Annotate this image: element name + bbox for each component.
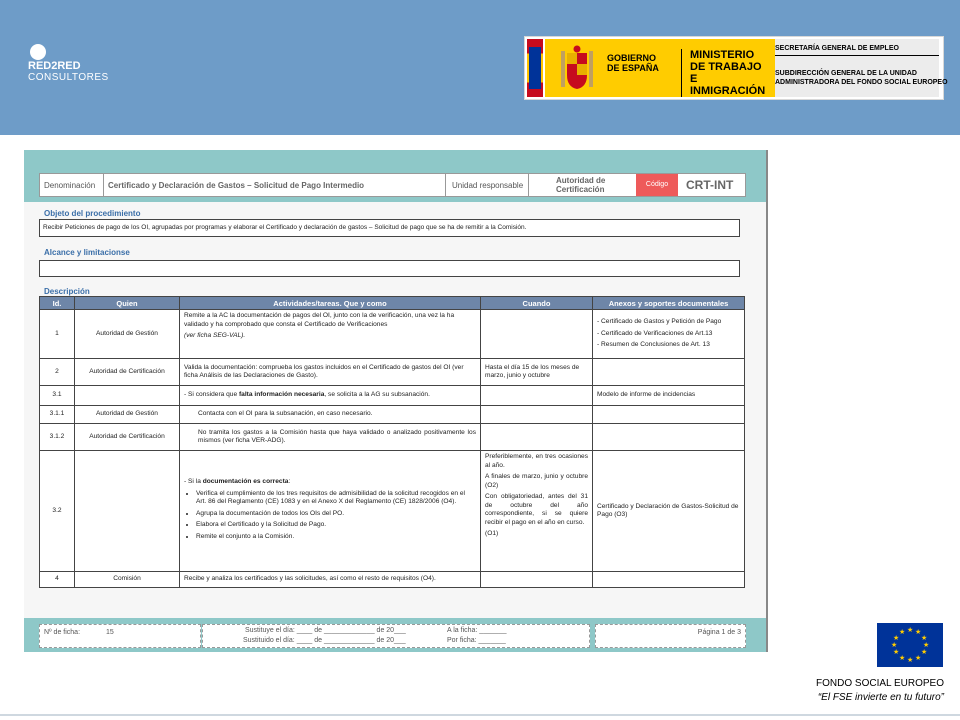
procedure-table	[39, 296, 745, 588]
ficha-label: Nº de ficha:	[44, 629, 81, 636]
government-logo	[524, 36, 948, 100]
row-id: 4	[40, 572, 75, 588]
subdireccion-text: SUBDIRECCIÓN GENERAL DE LA UNIDAD ADMINISTRADORA DEL FONDO SOCIAL EUROPEO	[775, 70, 948, 86]
eu-flag-icon: ★ ★ ★ ★ ★ ★ ★ ★ ★ ★ ★ ★	[877, 623, 943, 667]
coat-of-arms-icon	[557, 45, 597, 93]
procedure-document	[24, 150, 768, 652]
row-anexos	[593, 572, 745, 588]
table-row	[40, 310, 745, 359]
row-id: 3.1.2	[40, 424, 75, 451]
row-quien: Autoridad de Gestión	[75, 406, 180, 424]
row-actividad: - Si la documentación es correcta: • Verifica el cumplimiento de los tres requisitos de admisibilidad de la solicitud recogidos en el Art. 86 del Reglamento (CE) 1083 y en el Anexo X del Reglamento (CE) 1828/2006 (O4). • Agrupa la documentación de todos los OIs del PO. • Elabora el Certificado y la Solicitud de Pago. • Remite el conjunto a la Comisión.	[180, 451, 481, 572]
row-quien: Autoridad de Certificación	[75, 424, 180, 451]
row-anexos	[593, 406, 745, 424]
row-quien: Comisión	[75, 572, 180, 588]
speech-bubble-icon	[30, 44, 46, 60]
row-cuando	[481, 310, 593, 359]
table-row	[40, 451, 745, 572]
row-cuando	[481, 572, 593, 588]
unidad-value-1: Autoridad de	[556, 176, 606, 185]
descripcion-title: Descripción	[44, 287, 90, 296]
spain-flag-icon	[527, 39, 543, 97]
document-header	[39, 173, 746, 197]
objeto-title: Objeto del procedimiento	[44, 209, 141, 218]
row-cuando	[481, 406, 593, 424]
pagina-text: Página 1 de 3	[697, 629, 741, 636]
bottom-divider	[0, 714, 960, 716]
row-id: 2	[40, 359, 75, 386]
row-anexos: Certificado y Declaración de Gastos-Solicitud de Pago (O3)	[593, 451, 745, 572]
ficha-value: 15	[106, 629, 114, 636]
row-actividad: Valida la documentación: comprueba los gastos incluidos en el Certificado de gastos del OI (ver ficha Análisis de las Declaraciones de Gasto).	[180, 359, 481, 386]
row-cuando	[481, 386, 593, 406]
sustitucion-box	[202, 624, 590, 648]
top-banner	[0, 0, 960, 135]
fse-name: FONDO SOCIAL EUROPEO	[816, 678, 944, 689]
table-row	[40, 359, 745, 386]
row-quien	[75, 451, 180, 572]
codigo-label: Código	[636, 174, 678, 196]
logo-line2: CONSULTORES	[28, 72, 109, 83]
row-actividad: Remite a la AC la documentación de pagos del OI, junto con la de verificación, una vez la ha validado y ha comprobado que consta el Certificado de Verificaciones (ver ficha SEG-VAL).	[180, 310, 481, 359]
codigo-value: CRT-INT	[686, 178, 734, 192]
col-id: Id.	[40, 297, 75, 310]
row-anexos	[593, 424, 745, 451]
row-actividad: Recibe y analiza los certificados y las solicitudes, así como el resto de requisitos (O4).	[180, 572, 481, 588]
denominacion-label: Denominación	[44, 181, 96, 190]
denominacion-value: Certificado y Declaración de Gastos – Solicitud de Pago Intermedio	[108, 181, 365, 190]
row-cuando: Preferiblemente, en tres ocasiones al año. A finales de marzo, junio y octubre (O2) Con obligatoriedad, antes del 31 de octubre del año correspondiente, si se quiere recibir el pago en el año en curso. (O1)	[481, 451, 593, 572]
table-row	[40, 572, 745, 588]
row-quien: Autoridad de Certificación	[75, 359, 180, 386]
row-id: 1	[40, 310, 75, 359]
secretaria-text: SECRETARÍA GENERAL DE EMPLEO	[775, 45, 939, 56]
fse-slogan: “El FSE invierte en tu futuro”	[817, 692, 944, 703]
alcance-text	[39, 260, 740, 277]
table-row	[40, 406, 745, 424]
eu-strip-icon	[529, 47, 541, 89]
row-actividad: No tramita los gastos a la Comisión hasta que haya validado o analizado positivamente los mismos (ver ficha VER-ADG).	[180, 424, 481, 451]
row-cuando: Hasta el día 15 de los meses de marzo, junio y octubre	[481, 359, 593, 386]
row-actividad: - Si considera que falta información necesaria, se solicita a la AG su subsanación.	[180, 386, 481, 406]
ministerio-text: MINISTERIO DE TRABAJO E INMIGRACIÓN	[681, 49, 775, 97]
row-anexos	[593, 359, 745, 386]
table-header-row	[40, 297, 745, 310]
sustituye-text: Sustituye el día: ____ de _____________ de 20___	[245, 627, 406, 634]
row-id: 3.1.1	[40, 406, 75, 424]
col-anexos: Anexos y soportes documentales	[593, 297, 745, 310]
col-quien: Quien	[75, 297, 180, 310]
gobierno-text: GOBIERNO DE ESPAÑA	[607, 53, 659, 73]
row-anexos: - Certificado de Gastos y Petición de Pago - Certificado de Verificaciones de Art.13 - Resumen de Conclusiones de Art. 13	[593, 310, 745, 359]
row-cuando	[481, 424, 593, 451]
logo-line1: RED2RED	[28, 60, 81, 72]
table-row	[40, 386, 745, 406]
row-id: 3.2	[40, 451, 75, 572]
row-id: 3.1	[40, 386, 75, 406]
ficha-number-box	[39, 624, 201, 648]
row-quien	[75, 386, 180, 406]
row-anexos: Modelo de informe de incidencias	[593, 386, 745, 406]
por-ficha-text: Por ficha: _______	[447, 637, 506, 644]
unidad-value-2: Certificación	[556, 185, 605, 194]
col-actividades: Actividades/tareas. Que y como	[180, 297, 481, 310]
pagina-box	[595, 624, 746, 648]
unidad-label: Unidad responsable	[452, 181, 524, 190]
sustituido-text: Sustituido el día: ____ de _____________ de 20___	[243, 637, 406, 644]
row-actividad: Contacta con el OI para la subsanación, en caso necesario.	[180, 406, 481, 424]
objeto-text: Recibir Peticiones de pago de los OI, agrupadas por programas y elaborar el Certificado y declaración de gastos – Solicitud de pago que se ha de remitir a la Comisión.	[39, 219, 740, 237]
table-row	[40, 424, 745, 451]
gobierno-block	[545, 39, 775, 97]
alcance-title: Alcance y limitacionse	[44, 248, 130, 257]
secretaria-block	[775, 39, 948, 97]
row-quien: Autoridad de Gestión	[75, 310, 180, 359]
a-ficha-text: A la ficha: _______	[447, 627, 507, 634]
col-cuando: Cuando	[481, 297, 593, 310]
